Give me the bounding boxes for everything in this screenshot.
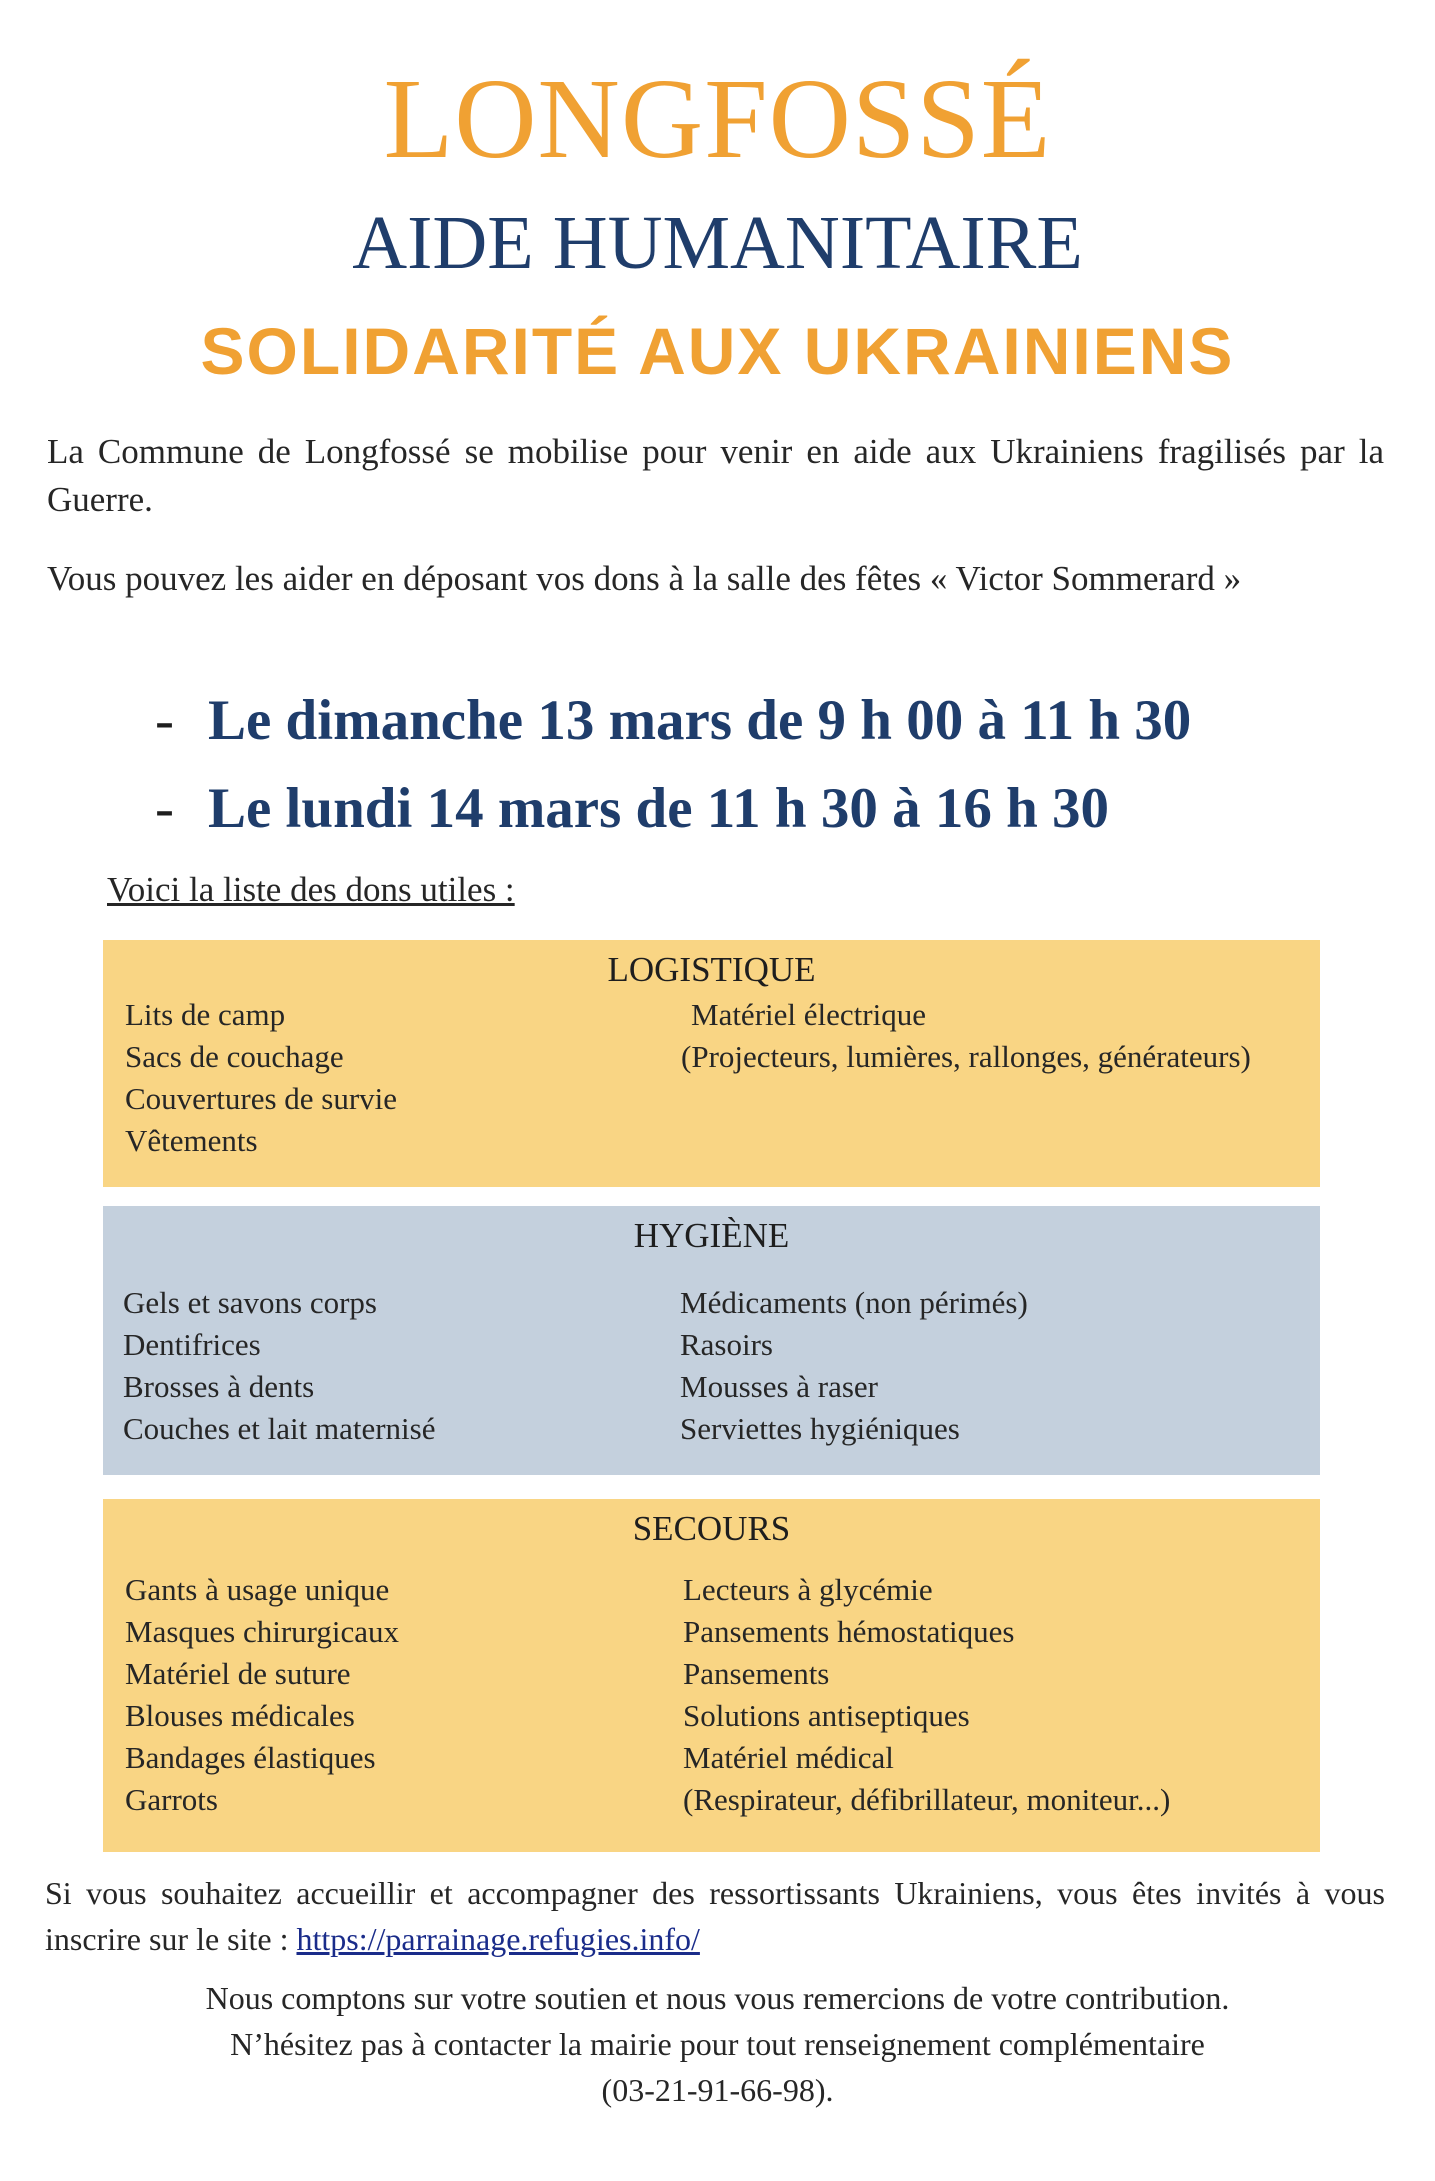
list-item: Bandages élastiques [125, 1740, 376, 1775]
section-heading: HYGIÈNE [633, 1216, 790, 1255]
date-line-monday [155, 777, 1110, 840]
list-item: Matériel de suture [125, 1656, 351, 1691]
list-item: Solutions antiseptiques [683, 1698, 970, 1733]
hosting-text: Si vous souhaitez accueillir et accompagner des ressortissants Ukrainiens, vous êtes invités à vous inscrire sur le site : [45, 1875, 1385, 1957]
closing-line: Nous comptons sur votre soutien et nous vous remercions de votre contribution. [205, 1980, 1230, 2016]
town-title: LONGFOSSÉ [383, 55, 1052, 182]
list-item: Masques chirurgicaux [125, 1614, 400, 1649]
donation-list-title: Voici la liste des dons utiles : [107, 870, 515, 909]
bullet-dash: - [155, 689, 174, 752]
bullet-dash: - [155, 777, 174, 840]
date-line-sunday [155, 689, 1192, 752]
list-item: Pansements [683, 1656, 830, 1691]
list-item: Mousses à raser [680, 1369, 879, 1404]
phone-number: (03-21-91-66-98). [601, 2072, 834, 2108]
list-item: Blouses médicales [125, 1698, 355, 1733]
humanitarian-aid-title: AIDE HUMANITAIRE [352, 201, 1083, 285]
list-item: Brosses à dents [123, 1369, 315, 1404]
item-list-left [123, 1282, 435, 1450]
list-item: Vêtements [125, 1123, 258, 1158]
list-item: (Projecteurs, lumières, rallonges, générateurs) [681, 1039, 1251, 1074]
list-item: Matériel électrique [691, 997, 926, 1032]
list-item: Sacs de couchage [125, 1039, 344, 1074]
list-item: Gants à usage unique [125, 1572, 390, 1607]
list-item: Garrots [125, 1782, 218, 1817]
list-item: (Respirateur, défibrillateur, moniteur...) [683, 1782, 1171, 1817]
list-item: Serviettes hygiéniques [680, 1411, 960, 1446]
closing-line: N’hésitez pas à contacter la mairie pour tout renseignement complémentaire [230, 2026, 1205, 2062]
list-item: Rasoirs [680, 1327, 773, 1362]
date-text: Le lundi 14 mars de 11 h 30 à 16 h 30 [207, 777, 1110, 840]
list-item: Dentifrices [123, 1327, 261, 1362]
item-list-right [683, 1569, 1170, 1821]
list-item: Pansements hémostatiques [683, 1614, 1015, 1649]
list-item: Lecteurs à glycémie [683, 1572, 933, 1607]
donation-location-paragraph: Vous pouvez les aider en déposant vos dons à la salle des fêtes « Victor Sommerard » [47, 559, 1242, 598]
item-list-left [125, 1569, 399, 1821]
list-item: Gels et savons corps [123, 1285, 377, 1320]
list-item: Couvertures de survie [125, 1081, 398, 1116]
solidarity-title: SOLIDARITÉ AUX UKRAINIENS [200, 314, 1235, 388]
sponsorship-link[interactable]: https://parrainage.refugies.info/ [296, 1921, 700, 1957]
hosting-paragraph [45, 1870, 1385, 1962]
hygiene-box [103, 1206, 1320, 1475]
first-aid-box [103, 1499, 1320, 1852]
item-list-right [680, 1282, 1028, 1450]
list-item: Médicaments (non périmés) [680, 1285, 1028, 1320]
closing-message [0, 1975, 1435, 2113]
date-text: Le dimanche 13 mars de 9 h 00 à 11 h 30 [207, 689, 1192, 752]
logistics-box [103, 940, 1320, 1187]
section-heading: LOGISTIQUE [607, 950, 816, 989]
item-list-left [125, 994, 397, 1162]
section-heading: SECOURS [632, 1509, 791, 1548]
list-item: Matériel médical [683, 1740, 894, 1775]
list-item: Lits de camp [125, 997, 286, 1032]
intro-paragraph: La Commune de Longfossé se mobilise pour venir en aide aux Ukrainiens fragilisés par la Guerre. [47, 432, 1384, 519]
item-list-right [681, 994, 1251, 1078]
list-item: Couches et lait maternisé [123, 1411, 436, 1446]
